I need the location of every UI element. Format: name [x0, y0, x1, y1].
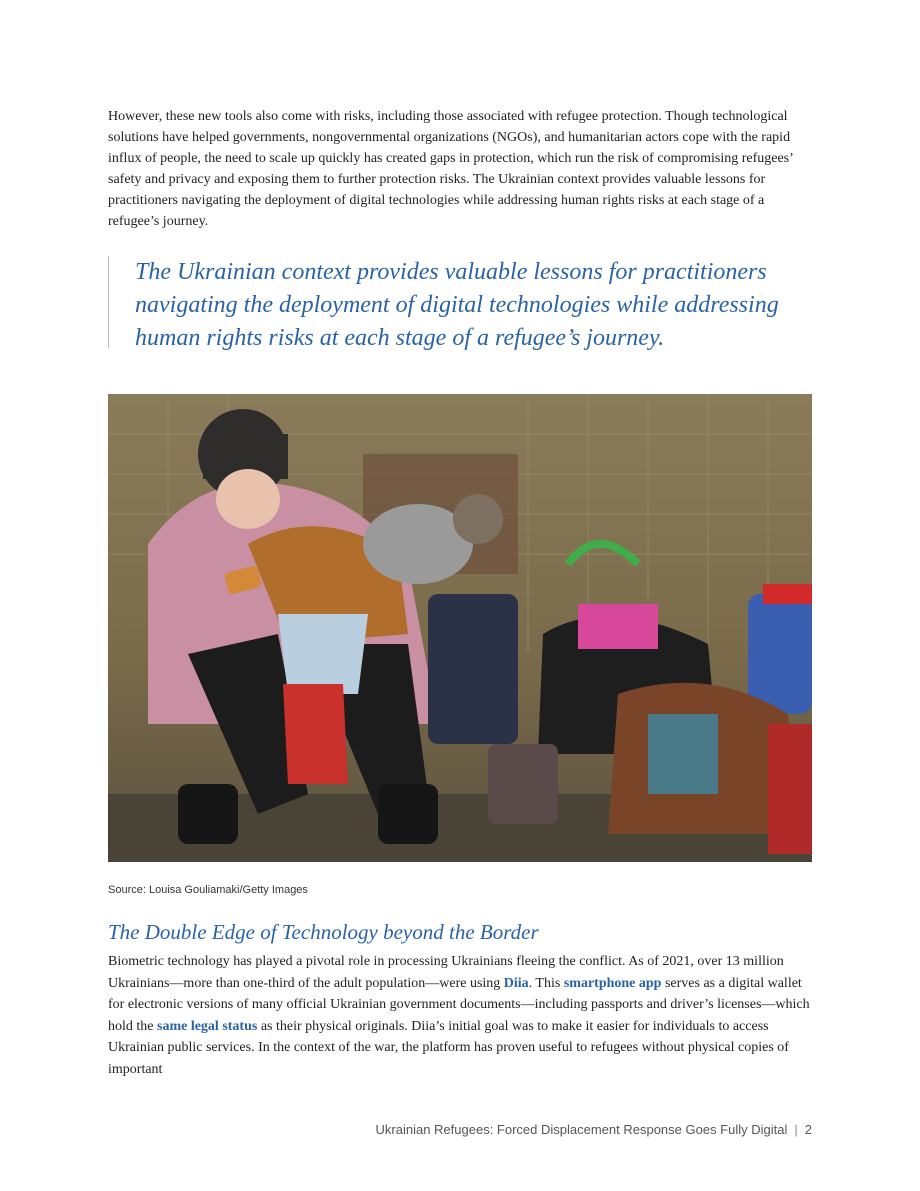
pull-quote-text: The Ukrainian context provides valuable lessons for practitioners navigating the deployment of digital technologies while addressing human rights risks at each stage of a refugee’s journey.	[135, 259, 779, 351]
body-text: serves as a digital wallet for electronic versions of many official Ukrainian government documents—including passports and driver’s licenses—which hold the	[108, 975, 810, 1034]
body-text: . This	[528, 975, 564, 991]
article-photo	[108, 394, 812, 862]
intro-paragraph: However, these new tools also come with risks, including those associated with refugee protection. Though technological solutions have helped governments, nongovernmental organizations (NGOs), and humanitarian actors cope with the rapid influx of people, the need to scale up quickly has created gaps in protection, which run the risk of compromising refugees’ safety and privacy and exposing them to further protection risks. The Ukrainian context provides valuable lessons for practitioners navigating the deployment of digital technologies while addressing human rights risks at each stage of a refugee’s journey.	[108, 109, 793, 229]
smartphone-app-link[interactable]: smartphone app	[563, 975, 662, 991]
page-footer	[376, 1122, 812, 1137]
body-paragraph	[108, 951, 818, 1080]
diia-link[interactable]: Diia	[503, 975, 529, 991]
photo-caption: Source: Louisa Gouliamaki/Getty Images	[108, 884, 308, 896]
legal-status-link[interactable]: same legal status	[157, 1018, 258, 1034]
photo-illustration	[108, 394, 812, 862]
body-text: Biometric technology has played a pivotal role in processing Ukrainians fleeing the conflict. As of 2021, over 13 million Ukrainians—more than one-third of the adult population—were using	[108, 954, 784, 991]
footer-separator: |	[794, 1122, 798, 1137]
page-number: 2	[804, 1122, 812, 1137]
footer-report-title: Ukrainian Refugees: Forced Displacement Response Goes Fully Digital	[375, 1122, 788, 1137]
section-heading: The Double Edge of Technology beyond the Border	[108, 920, 539, 944]
pull-quote	[108, 256, 808, 351]
body-text: as their physical originals. Diia’s initial goal was to make it easier for individuals to access Ukrainian public services. In the context of the war, the platform has proven useful to refugees without physical copies of important	[108, 1018, 789, 1077]
